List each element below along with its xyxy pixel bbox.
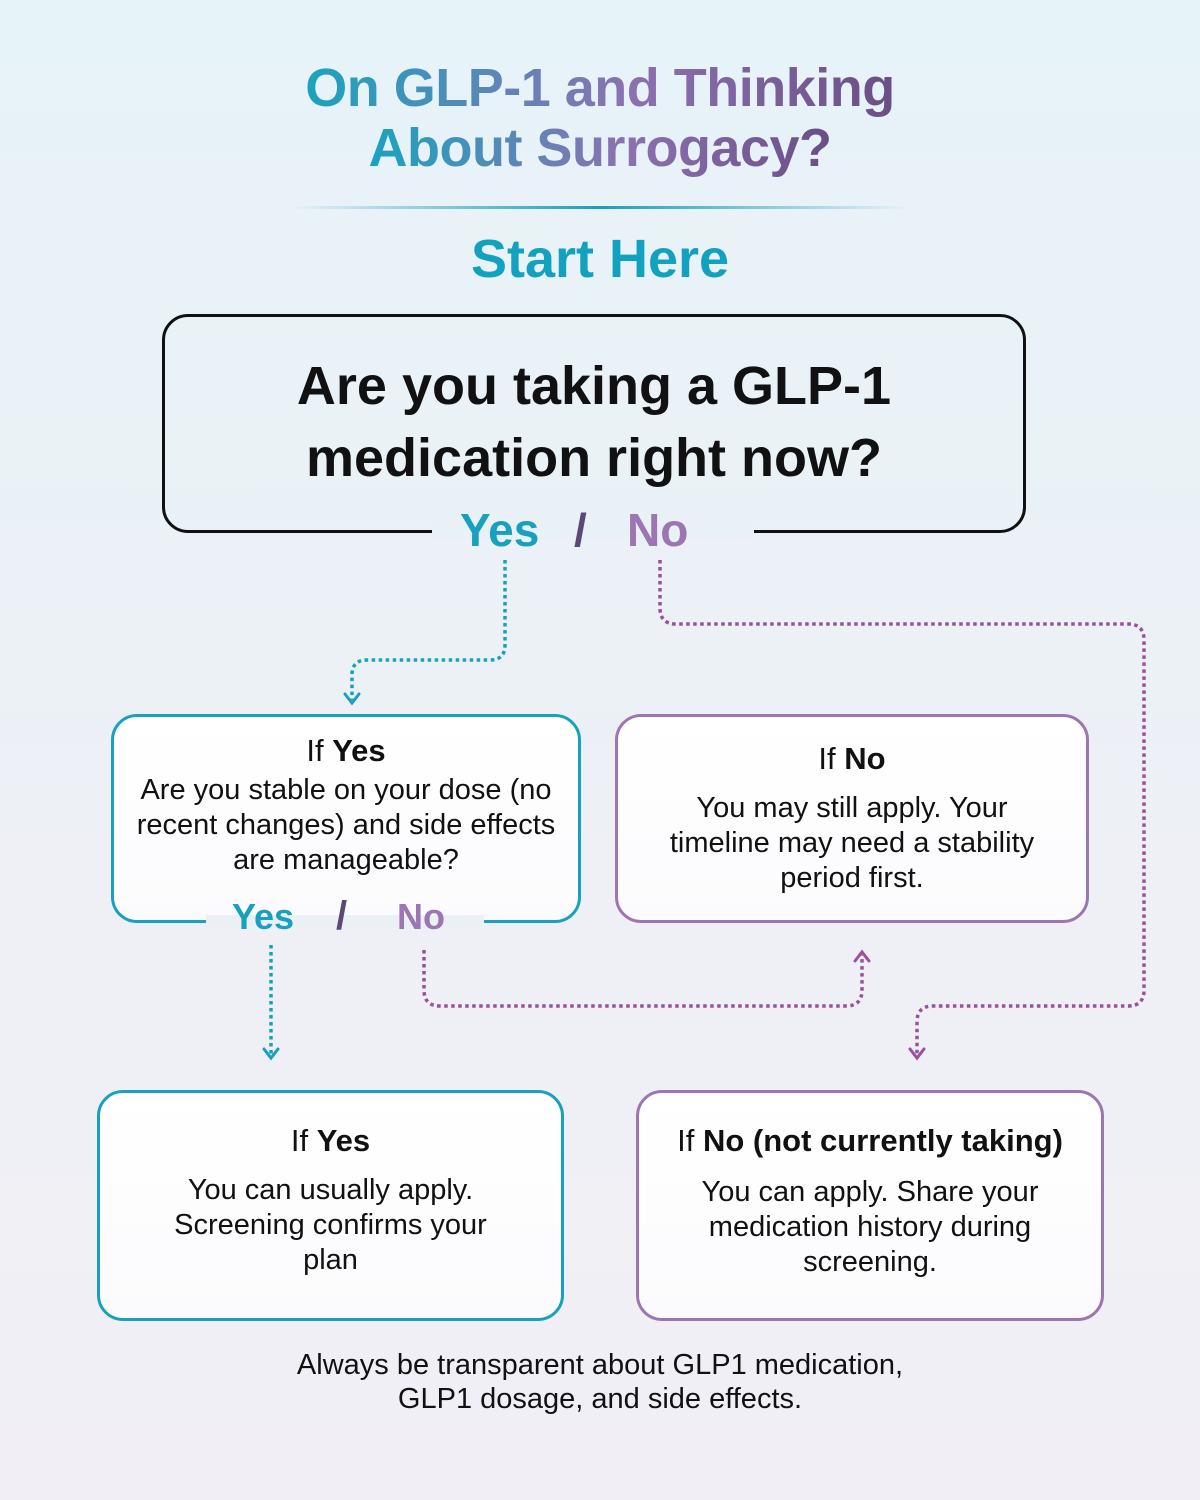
stable-yes-option[interactable]: Yes [232,896,295,937]
connector-no-2 [424,950,862,1006]
stable-no-option[interactable]: No [397,896,445,937]
stable-yes-box [97,1090,564,1321]
title-line-2: About Surrogacy? [368,118,832,178]
if-yes-question-box [111,714,581,923]
if-no-text: You may still apply. Your timeline may need a stability period first. [669,792,1035,894]
main-yes-option[interactable]: Yes [460,504,540,556]
connector-yes-1 [352,560,505,700]
title-line-1: On GLP-1 and Thinking [305,58,895,118]
if-yes-heading: If Yes [306,733,386,768]
stable-yes-heading: If Yes [290,1123,371,1158]
start-here-label: Start Here [470,229,730,289]
if-no-heading: If No [818,741,886,776]
not-taking-heading: If No (not currently taking) [677,1123,1063,1158]
stable-yes-text: You can usually apply. Screening confirms your plan [174,1174,487,1276]
main-no-option[interactable]: No [627,504,689,556]
if-no-box [615,714,1089,923]
stable-slash: / [336,894,348,938]
not-taking-text: You can apply. Share your medication history during screening. [701,1176,1039,1278]
stability-question: Are you stable on your dose (no recent changes) and side effects are manageable? [136,774,556,876]
arrow-head-yes-1 [345,694,359,703]
main-slash: / [574,504,587,556]
footer-note: Always be transparent about GLP1 medication, GLP1 dosage, and side effects. [296,1349,904,1415]
main-question: Are you taking a GLP-1 medication right now? [296,356,892,488]
not-taking-box [636,1090,1104,1321]
